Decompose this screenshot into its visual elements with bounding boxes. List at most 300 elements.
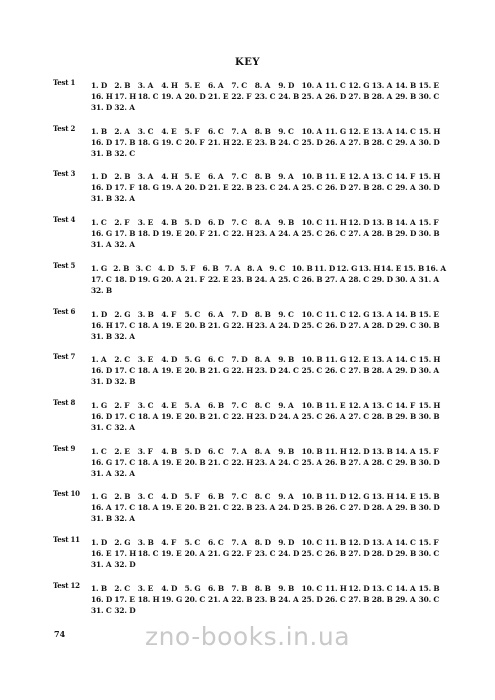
answer-item: 20. B xyxy=(184,457,206,467)
answer-item: 10. B xyxy=(301,400,323,410)
answer-item: 28. A xyxy=(371,366,393,376)
answer-item: 3. E xyxy=(137,218,154,228)
answer-item: 24. D xyxy=(278,503,300,513)
answer-item: 13. C xyxy=(371,583,393,593)
answer-item: 6. C xyxy=(208,446,224,456)
answer-item: 26. B xyxy=(301,274,323,284)
answer-item: 31. B xyxy=(91,331,112,341)
answer-item: 27. A xyxy=(325,274,346,284)
answer-item: 16. E xyxy=(91,549,112,558)
answer-item: 13. B xyxy=(371,218,393,228)
answer-item: 4. B xyxy=(161,446,178,456)
answer-item: 20. B xyxy=(184,320,206,330)
answer-line xyxy=(91,285,451,296)
answer-line xyxy=(91,193,451,204)
test-label: Test 1 xyxy=(53,78,76,87)
answer-item: 22. E xyxy=(208,274,229,284)
answer-item: 8. C xyxy=(254,400,271,410)
answer-item: 23. A xyxy=(254,503,276,513)
answer-item: 19. E xyxy=(161,229,182,239)
answer-item: 1. G xyxy=(91,263,108,273)
answer-item: 5. D xyxy=(184,446,201,456)
answer-item: 24. A xyxy=(278,594,299,604)
answer-line xyxy=(91,182,451,193)
answer-line xyxy=(91,331,451,342)
answer-item: 9. D xyxy=(278,538,295,547)
answer-item: 19. E xyxy=(161,549,182,558)
answer-item: 12. E xyxy=(348,355,369,365)
answer-item: 16. A xyxy=(425,263,446,273)
answer-item: 14. A xyxy=(395,218,416,228)
answer-item: 13. H xyxy=(371,492,394,502)
answer-item: 23. A xyxy=(254,457,276,467)
answer-item: 24. A xyxy=(278,183,299,193)
answer-item: 7. C xyxy=(231,492,247,502)
answer-item: 27. B xyxy=(348,137,370,147)
answer-item: 1. C xyxy=(91,218,107,228)
answer-item: 26. C xyxy=(325,366,346,376)
answer-item: 21. E xyxy=(208,92,229,101)
answer-item: 32. B xyxy=(114,377,136,387)
answer-item: 30. D xyxy=(418,137,440,147)
answer-item: 3. E xyxy=(137,583,154,593)
answer-item: 27. D xyxy=(348,549,370,558)
answer-item: 17. C xyxy=(114,457,135,467)
answer-item: 16. A xyxy=(91,503,112,513)
answer-item: 6. A xyxy=(208,309,224,319)
answer-item: 14. A xyxy=(395,446,416,456)
answer-line xyxy=(91,513,451,524)
test-label: Test 2 xyxy=(53,123,76,133)
answer-item: 21. H xyxy=(208,137,230,147)
page-number: 74 xyxy=(54,629,66,639)
answer-item: 10. B xyxy=(301,492,323,502)
answer-item: 13. C xyxy=(371,172,393,182)
answer-item: 1. D xyxy=(91,81,108,90)
answer-item: 11. H xyxy=(325,446,347,456)
answer-item: 10. C xyxy=(301,583,323,593)
answer-line xyxy=(91,548,451,559)
watermark: zno-books.in.ua xyxy=(144,622,351,651)
answer-item: 23. C xyxy=(254,92,276,101)
answer-item: 19. E xyxy=(161,411,182,421)
answer-item: 29. B xyxy=(395,549,417,558)
answer-item: 19. E xyxy=(161,320,182,330)
answer-item: 14. C xyxy=(395,355,416,365)
answer-item: 26. B xyxy=(325,457,346,467)
answer-item: 18. D xyxy=(137,229,159,239)
answer-item: 25. D xyxy=(301,137,323,147)
answer-item: 7. D xyxy=(231,355,248,365)
answer-item: 16. D xyxy=(91,594,113,604)
answer-item: 18. A xyxy=(137,320,159,330)
answer-item: 28. B xyxy=(371,594,393,604)
answer-item: 2. G xyxy=(114,538,131,547)
answer-item: 14. C xyxy=(395,538,416,547)
answer-item: 13. H xyxy=(358,263,381,273)
test-label: Test 6 xyxy=(53,306,76,316)
answer-item: 19. E xyxy=(161,503,182,513)
answer-item: 14. E xyxy=(395,492,416,502)
answer-item: 27. A xyxy=(348,457,369,467)
answer-item: 9. C xyxy=(278,126,294,136)
answer-item: 2. B xyxy=(113,263,130,273)
answer-item: 25. C xyxy=(301,320,323,330)
answer-item: 17. C xyxy=(114,320,135,330)
answer-line xyxy=(91,217,451,228)
answer-line xyxy=(91,274,451,285)
answer-item: 31. D xyxy=(91,103,113,112)
answer-line xyxy=(91,354,451,365)
answer-item: 32. A xyxy=(114,331,135,341)
answer-item: 19. E xyxy=(161,366,182,376)
answer-item: 28. A xyxy=(371,503,393,513)
answer-item: 4. H xyxy=(161,172,178,182)
answer-item: 28. C xyxy=(371,457,393,467)
answer-item: 27. B xyxy=(348,183,370,193)
answer-item: 7. A xyxy=(224,263,241,273)
answer-item: 30. A xyxy=(418,366,440,376)
answer-line xyxy=(91,239,451,250)
answer-item: 8. B xyxy=(254,309,271,319)
answer-item: 29. D xyxy=(395,229,417,239)
answer-item: 7. C xyxy=(231,218,247,228)
answer-item: 27. A xyxy=(348,229,369,239)
answer-item: 28. D xyxy=(371,549,393,558)
answer-item: 8. D xyxy=(254,538,271,547)
answer-item: 1. G xyxy=(91,400,108,410)
answer-item: 7. D xyxy=(231,309,248,319)
answer-line xyxy=(91,228,451,239)
answer-line xyxy=(91,502,451,513)
answer-item: 5. G xyxy=(184,355,201,365)
answer-item: 18. A xyxy=(137,411,159,421)
answer-item: 29. B xyxy=(395,411,417,421)
answer-item: 30. D xyxy=(418,457,440,467)
answer-item: 26. C xyxy=(325,229,346,239)
answer-item: 31. A xyxy=(91,240,112,250)
answer-item: 18. C xyxy=(137,549,159,558)
answer-item: 3. C xyxy=(137,400,154,410)
answer-item: 15. E xyxy=(418,81,439,90)
answer-item: 31. A xyxy=(91,560,112,569)
answer-item: 20. A xyxy=(161,274,182,284)
answer-item: 24. B xyxy=(278,92,300,101)
answer-item: 4. D xyxy=(161,355,178,365)
answer-item: 21. C xyxy=(208,229,229,239)
answer-item: 11. G xyxy=(325,126,346,136)
answer-item: 3. B xyxy=(137,538,154,547)
answer-item: 21. C xyxy=(208,411,229,421)
answer-item: 17. H xyxy=(114,92,137,101)
answer-item: 29. B xyxy=(395,457,417,467)
answer-item: 1. D xyxy=(91,538,108,547)
answer-item: 24. C xyxy=(278,366,299,376)
answer-item: 20. B xyxy=(184,503,206,513)
answer-item: 13. A xyxy=(371,309,393,319)
answer-item: 9. B xyxy=(278,355,295,365)
answer-item: 10. C xyxy=(301,538,323,547)
answer-item: 26. D xyxy=(325,320,347,330)
test-label: Test 4 xyxy=(53,215,76,225)
answer-item: 8. C xyxy=(254,492,271,502)
answer-line xyxy=(91,148,451,159)
answer-item: 15. H xyxy=(418,126,441,136)
answer-item: 23. D xyxy=(254,411,276,421)
answer-item: 17. C xyxy=(114,411,135,421)
answer-item: 6. A xyxy=(208,172,224,182)
test-label: Test 5 xyxy=(53,260,76,270)
answer-item: 19. G xyxy=(137,274,159,284)
answer-item: 17. F xyxy=(114,183,135,193)
test-label: Test 9 xyxy=(53,443,76,453)
answer-item: 28. C xyxy=(371,137,393,147)
answer-item: 13. C xyxy=(371,400,393,410)
answer-item: 31. A xyxy=(91,468,112,478)
answer-line xyxy=(91,605,451,616)
answer-item: 30. D xyxy=(418,503,440,513)
answer-item: 3. E xyxy=(137,355,154,365)
answer-item: 14. A xyxy=(395,583,416,593)
answer-item: 1. D xyxy=(91,172,108,182)
answer-item: 30. C xyxy=(418,594,440,604)
answer-item: 23. B xyxy=(254,594,276,604)
answer-item: 11. D xyxy=(325,492,347,502)
answer-item: 31. D xyxy=(91,377,113,387)
answer-item: 28. D xyxy=(371,320,393,330)
answer-item: 21. A xyxy=(208,594,229,604)
answer-item: 14. F xyxy=(395,172,416,182)
page-title: KEY xyxy=(235,57,260,68)
answer-line xyxy=(91,491,451,502)
answer-item: 3. B xyxy=(137,309,154,319)
answer-item: 10. A xyxy=(301,126,323,136)
answer-item: 1. A xyxy=(91,355,107,365)
answer-item: 25. C xyxy=(301,183,323,193)
answer-item: 12. G xyxy=(348,492,370,502)
answer-item: 32. A xyxy=(114,514,135,524)
answer-item: 4. E xyxy=(161,126,177,136)
answer-item: 13. A xyxy=(371,355,393,365)
test-label: Test 8 xyxy=(53,397,76,407)
answer-item: 12. D xyxy=(348,218,370,228)
answer-item: 12. D xyxy=(348,538,370,547)
answer-line xyxy=(91,446,451,457)
answer-line xyxy=(91,171,451,182)
answer-item: 10. B xyxy=(301,446,323,456)
answer-item: 22. H xyxy=(231,320,254,330)
answer-item: 1. G xyxy=(91,492,108,502)
answer-item: 14. B xyxy=(395,309,417,319)
answer-item: 15. E xyxy=(418,309,439,319)
answer-item: 30. C xyxy=(418,92,440,101)
answer-item: 10. B xyxy=(301,172,323,182)
answer-item: 29. D xyxy=(371,274,393,284)
answer-item: 11. H xyxy=(325,583,347,593)
answer-item: 20. D xyxy=(184,183,206,193)
answer-item: 11. H xyxy=(325,218,347,228)
answer-item: 10. B xyxy=(291,263,313,273)
answer-item: 4. D xyxy=(161,583,178,593)
answer-item: 22. F xyxy=(231,92,252,101)
answer-item: 9. A xyxy=(278,400,294,410)
answer-item: 6. C xyxy=(208,126,224,136)
answer-item: 23. C xyxy=(254,549,276,558)
answer-item: 9. B xyxy=(278,218,295,228)
answer-item: 19. G xyxy=(161,594,183,604)
answer-item: 4. D xyxy=(157,263,174,273)
answer-item: 29. B xyxy=(395,92,417,101)
answer-item: 17. C xyxy=(114,503,135,513)
answer-item: 25. C xyxy=(301,549,323,558)
answer-item: 11. C xyxy=(325,81,346,90)
answer-item: 7. C xyxy=(231,81,247,90)
answer-item: 4. E xyxy=(161,400,177,410)
answer-item: 18. G xyxy=(137,137,159,147)
answer-item: 1. B xyxy=(91,126,107,136)
answer-item: 6. C xyxy=(208,355,224,365)
answer-item: 22. E xyxy=(231,137,252,147)
answer-item: 8. A xyxy=(254,446,271,456)
answer-item: 18. A xyxy=(137,366,159,376)
answer-item: 9. A xyxy=(278,492,294,502)
answer-item: 8. A xyxy=(254,218,271,228)
answer-item: 32. A xyxy=(114,468,135,478)
answer-item: 12. D xyxy=(348,583,370,593)
answer-item: 22. B xyxy=(231,594,253,604)
answer-item: 6. C xyxy=(208,538,224,547)
answer-item: 25. C xyxy=(278,274,299,284)
answer-item: 3. A xyxy=(137,81,154,90)
answer-item: 28. C xyxy=(371,183,393,193)
answer-item: 16. D xyxy=(91,137,113,147)
answer-item: 9. D xyxy=(278,81,295,90)
answer-item: 8. A xyxy=(254,81,271,90)
answer-item: 15. F xyxy=(418,218,439,228)
answer-item: 13. B xyxy=(371,446,393,456)
answer-item: 19. A xyxy=(161,183,182,193)
answer-line xyxy=(91,309,451,320)
answer-line xyxy=(91,422,451,433)
answer-item: 21. C xyxy=(208,503,229,513)
answer-item: 32. D xyxy=(114,605,136,615)
answer-item: 9. A xyxy=(278,172,294,182)
answer-item: 6. B xyxy=(208,492,224,502)
answer-item: 15. B xyxy=(403,263,425,273)
answer-item: 4. B xyxy=(161,218,178,228)
answer-item: 13. A xyxy=(371,538,393,547)
answer-item: 5. D xyxy=(184,218,201,228)
answer-line xyxy=(91,365,451,376)
answer-item: 5. F xyxy=(184,126,200,136)
answer-item: 24. C xyxy=(278,137,299,147)
answer-item: 11. D xyxy=(314,263,336,273)
answer-item: 11. C xyxy=(325,309,346,319)
answer-item: 12. G xyxy=(348,81,370,90)
answer-item: 32. B xyxy=(91,285,112,295)
answer-item: 31. A xyxy=(418,274,440,284)
answer-item: 11. B xyxy=(325,538,346,547)
answer-line xyxy=(91,376,451,387)
answer-item: 22. H xyxy=(231,411,254,421)
answer-item: 18. A xyxy=(137,503,159,513)
answer-item: 8. A xyxy=(247,263,263,273)
test-label: Test 3 xyxy=(53,169,76,179)
answer-item: 12. G xyxy=(336,263,358,273)
answer-item: 9. B xyxy=(278,446,295,456)
answer-item: 2. F xyxy=(114,218,130,228)
answer-item: 26. C xyxy=(325,503,346,513)
answer-item: 3. C xyxy=(137,126,154,136)
answer-item: 15. F xyxy=(418,446,439,456)
answer-item: 4. F xyxy=(161,309,177,319)
answer-item: 6. B xyxy=(208,583,224,593)
answer-item: 8. B xyxy=(254,583,271,593)
answer-item: 13. A xyxy=(371,126,393,136)
answer-item: 15. H xyxy=(418,355,441,365)
answer-item: 5. E xyxy=(184,172,200,182)
answer-item: 16. H xyxy=(91,320,113,330)
answer-item: 32. C xyxy=(114,148,135,158)
answer-item: 10. B xyxy=(301,355,323,365)
answer-item: 23. B xyxy=(254,137,276,147)
answer-item: 7. A xyxy=(231,446,247,456)
answer-item: 18. G xyxy=(137,183,159,193)
answer-item: 24. D xyxy=(278,549,300,558)
answer-item: 16. G xyxy=(91,457,112,467)
answer-item: 11. E xyxy=(325,400,346,410)
answer-item: 5. C xyxy=(184,309,201,319)
answer-item: 5. A xyxy=(184,400,201,410)
answer-item: 30. B xyxy=(418,229,440,239)
answer-item: 21. C xyxy=(208,457,229,467)
answer-item: 1. C xyxy=(91,446,107,456)
answer-item: 30. A xyxy=(395,274,416,284)
answer-item: 27. B xyxy=(348,366,370,376)
answer-item: 3. C xyxy=(137,492,154,502)
answer-item: 20. D xyxy=(184,92,206,101)
answer-line xyxy=(91,126,451,137)
answer-item: 29. A xyxy=(395,594,416,604)
answer-item: 2. A xyxy=(114,126,130,136)
answer-item: 15. H xyxy=(418,172,441,182)
answer-item: 24. A xyxy=(278,229,299,239)
answer-item: 20. A xyxy=(184,549,206,558)
answer-item: 32. A xyxy=(114,103,135,112)
answer-item: 22. F xyxy=(231,549,252,558)
answer-item: 27. A xyxy=(348,320,369,330)
answer-item: 2. B xyxy=(114,172,131,182)
answer-item: 24. C xyxy=(278,457,299,467)
answer-item: 11. E xyxy=(325,172,346,182)
answer-item: 23. A xyxy=(254,229,276,239)
answer-item: 30. D xyxy=(418,183,440,193)
answer-item: 2. C xyxy=(114,355,130,365)
answer-item: 26. A xyxy=(325,137,346,147)
answer-item: 19. E xyxy=(161,457,182,467)
answer-line xyxy=(91,400,451,411)
answer-item: 19. C xyxy=(161,137,182,147)
answer-item: 24. A xyxy=(278,411,299,421)
answer-item: 28. B xyxy=(371,229,393,239)
answer-item: 12. E xyxy=(348,126,369,136)
answer-item: 6. D xyxy=(208,218,225,228)
answer-item: 21. F xyxy=(184,274,205,284)
answer-item: 22. B xyxy=(231,183,253,193)
answer-item: 6. A xyxy=(208,81,224,90)
answer-item: 3. F xyxy=(137,446,153,456)
answer-item: 8. B xyxy=(254,126,271,136)
